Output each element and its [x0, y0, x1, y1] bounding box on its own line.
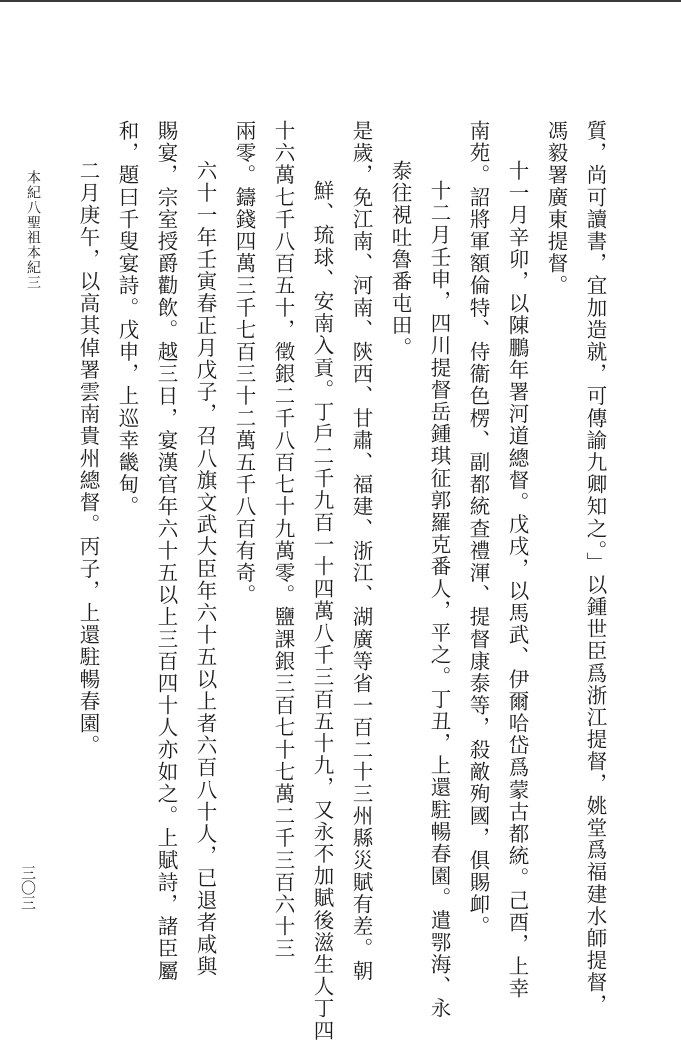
- text-column-8: 鮮、琉球、安南入貢。丁戶二千九百一十四萬八千三百五十九，又永不加賦後滋生人丁四: [310, 180, 334, 1042]
- text-column-3: 十一月辛卯，以陳鵬年署河道總督。戊戌，以馬武、伊爾哈岱爲蒙古都統。己酉，上幸: [505, 160, 529, 1000]
- text-column-2: 馮毅署廣東提督。: [544, 120, 568, 297]
- top-rule: [0, 0, 681, 2]
- text-column-13: 和，題曰千叟宴詩。戊申，上巡幸畿甸。: [115, 120, 139, 518]
- text-column-11: 六十一年壬寅春正月戊子，召八旗文武大臣年六十五以上者六百八十人，已退者咸與: [193, 160, 217, 978]
- running-header-title: 聖祖本紀三: [25, 215, 41, 290]
- running-header-chapter: 本紀八: [25, 170, 41, 215]
- text-column-6: 泰往視吐魯番屯田。: [388, 160, 412, 359]
- text-column-5: 十二月壬申，四川提督岳鍾琪征郭羅克番人，平之。丁丑，上還駐暢春園。遣鄂海、永: [427, 180, 451, 1020]
- text-column-10: 兩零。鑄錢四萬三千七百三十二萬五千八百有奇。: [232, 120, 256, 607]
- text-column-1: 質，尚可讀書，宜加造就，可傳諭九卿知之。」以鍾世臣爲浙江提督，姚堂爲福建水師提督，: [583, 120, 607, 1016]
- text-column-9: 十六萬七千八百五十，徵銀二千八百七十九萬零。鹽課銀三百七十七萬二千三百六十三: [271, 120, 295, 960]
- text-column-14: 二月庚午，以高其倬署雲南貴州總督。丙子，上還駐暢春園。: [76, 160, 100, 757]
- running-header: [20, 170, 46, 290]
- page-number: 三〇三: [19, 865, 37, 910]
- text-column-12: 賜宴，宗室授爵勸飲。越三日，宴漢官年六十五以上三百四十人亦如之。上賦詩，諸臣屬: [154, 120, 178, 982]
- text-column-7: 是歲，免江南、河南、陝西、甘肅、福建、浙江、湖廣等省一百二十三州縣災賦有差。朝: [349, 120, 373, 982]
- text-column-4: 南苑。詔將軍額倫特、侍衞色楞、副都統查禮渾、提督康泰等，殺敵殉國，俱賜卹。: [466, 120, 490, 938]
